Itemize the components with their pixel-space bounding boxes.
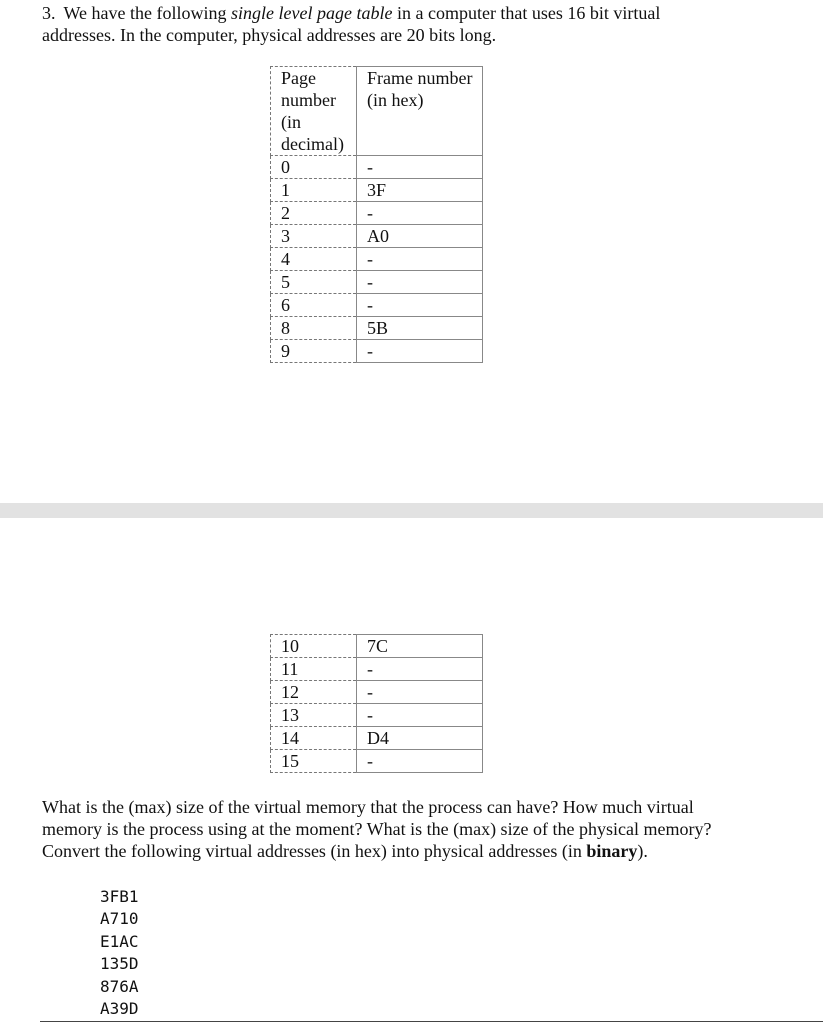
frame-cell: 3F bbox=[357, 179, 483, 202]
frame-cell: - bbox=[357, 202, 483, 225]
frame-cell: - bbox=[357, 340, 483, 363]
frame-cell: D4 bbox=[357, 727, 483, 750]
virtual-address: 876A bbox=[100, 976, 139, 996]
frame-cell: A0 bbox=[357, 225, 483, 248]
table-row bbox=[271, 202, 483, 225]
frame-cell: - bbox=[357, 294, 483, 317]
page-table-bottom bbox=[270, 634, 483, 773]
frame-cell: - bbox=[357, 248, 483, 271]
page-cell: 6 bbox=[271, 294, 357, 317]
frame-cell: - bbox=[357, 271, 483, 294]
bottom-divider bbox=[40, 1021, 823, 1022]
virtual-address: 135D bbox=[100, 954, 139, 974]
intro-text-b: in a computer that uses 16 bit virtual addresses. In the computer, physical addresses are 20 bits long. bbox=[42, 3, 661, 45]
page-break-divider bbox=[0, 503, 823, 518]
table-row bbox=[271, 727, 483, 750]
question-text-a: What is the (max) size of the virtual memory that the process can have? How much virtual memory is the process using at the moment? What is the (max) size of the physical memory? Convert the following virtual addresses (in hex) into physical addresses (in bbox=[42, 797, 712, 861]
frame-cell: - bbox=[357, 658, 483, 681]
page-cell: 3 bbox=[271, 225, 357, 248]
frame-cell: 7C bbox=[357, 635, 483, 658]
problem-intro bbox=[42, 2, 732, 46]
page-cell: 11 bbox=[271, 658, 357, 681]
table-row bbox=[271, 271, 483, 294]
table-row bbox=[271, 658, 483, 681]
question-text bbox=[42, 796, 722, 862]
table-row bbox=[271, 681, 483, 704]
page-table-top bbox=[270, 66, 483, 363]
frame-cell: 5B bbox=[357, 317, 483, 340]
intro-text-italic: single level page table bbox=[231, 3, 393, 23]
virtual-address: A39D bbox=[100, 998, 139, 1018]
virtual-address-list bbox=[100, 886, 139, 1020]
table-row bbox=[271, 294, 483, 317]
table-row bbox=[271, 156, 483, 179]
page-cell: 8 bbox=[271, 317, 357, 340]
frame-cell: - bbox=[357, 681, 483, 704]
page-cell: 14 bbox=[271, 727, 357, 750]
table-header-row bbox=[271, 67, 483, 156]
virtual-address: E1AC bbox=[100, 931, 139, 951]
table-row bbox=[271, 750, 483, 773]
header-page-number: Page number (in decimal) bbox=[271, 67, 357, 156]
virtual-address: A710 bbox=[100, 909, 139, 929]
page-cell: 1 bbox=[271, 179, 357, 202]
page-cell: 9 bbox=[271, 340, 357, 363]
page-cell: 2 bbox=[271, 202, 357, 225]
header-frame-number: Frame number (in hex) bbox=[357, 67, 483, 156]
table-row bbox=[271, 248, 483, 271]
intro-text-a: We have the following bbox=[63, 3, 232, 23]
question-text-bold: binary bbox=[586, 841, 638, 861]
question-text-b: ). bbox=[637, 841, 648, 861]
page-cell: 4 bbox=[271, 248, 357, 271]
page-cell: 13 bbox=[271, 704, 357, 727]
frame-cell: - bbox=[357, 704, 483, 727]
table-row bbox=[271, 225, 483, 248]
table-row bbox=[271, 704, 483, 727]
frame-cell: - bbox=[357, 156, 483, 179]
virtual-address: 3FB1 bbox=[100, 887, 139, 906]
table-row bbox=[271, 340, 483, 363]
table-row bbox=[271, 179, 483, 202]
page-cell: 0 bbox=[271, 156, 357, 179]
page-cell: 12 bbox=[271, 681, 357, 704]
table-row bbox=[271, 635, 483, 658]
page-cell: 15 bbox=[271, 750, 357, 773]
page-cell: 5 bbox=[271, 271, 357, 294]
page-cell: 10 bbox=[271, 635, 357, 658]
table-row bbox=[271, 317, 483, 340]
frame-cell: - bbox=[357, 750, 483, 773]
problem-number: 3. bbox=[42, 3, 56, 23]
